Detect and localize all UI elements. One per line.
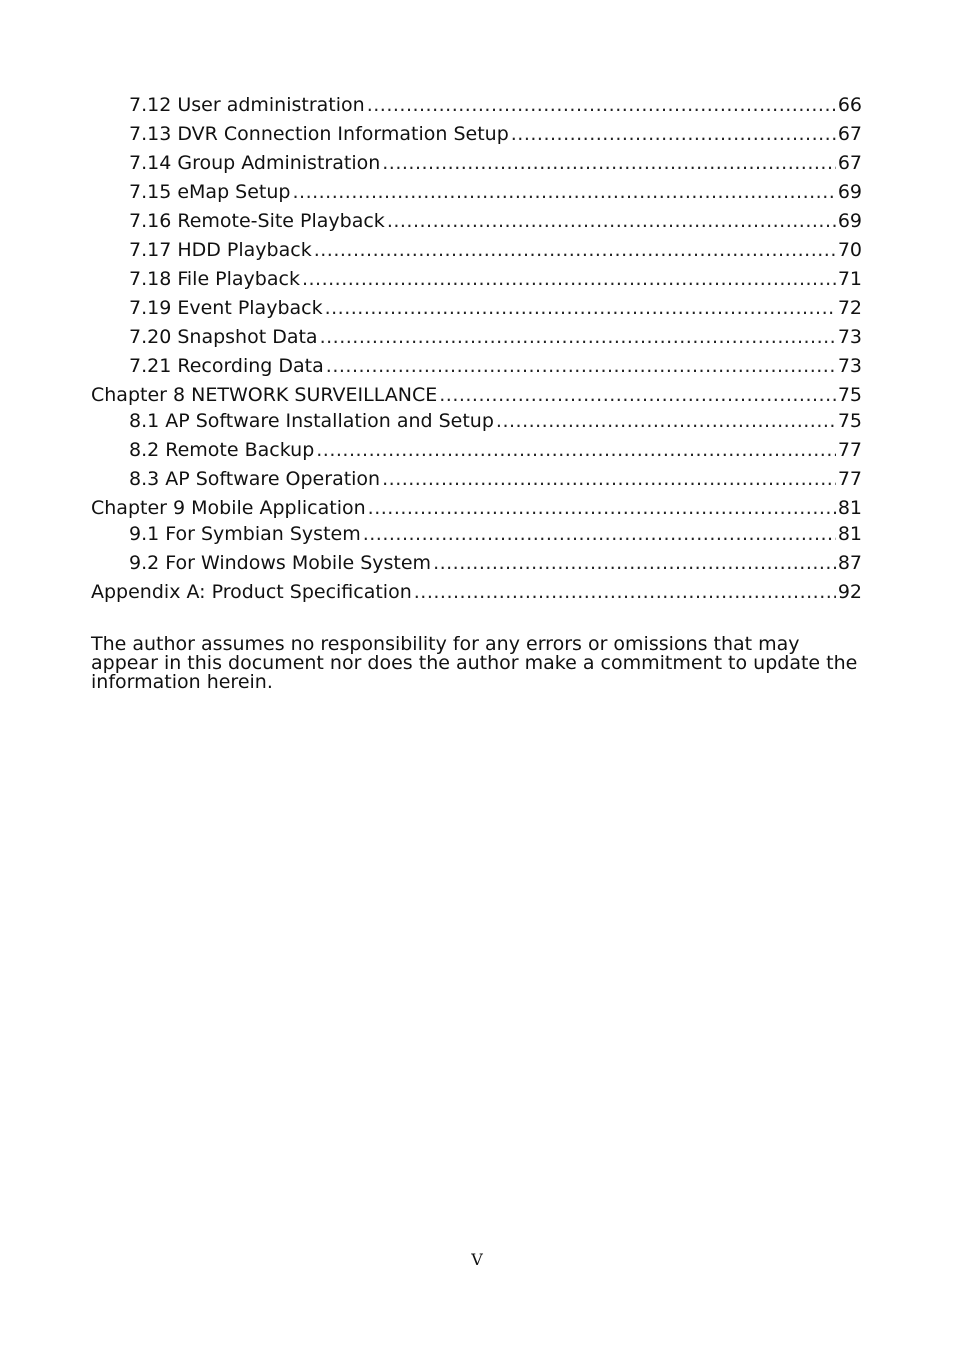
toc-entry-8-2[interactable] — [91, 437, 862, 466]
toc-dot-leader — [368, 495, 836, 521]
toc-entry-title: 7.21 Recording Data — [129, 355, 324, 377]
toc-entry-title: 7.18 File Playback — [129, 268, 300, 290]
toc-entry-title: 8.2 Remote Backup — [129, 439, 315, 461]
toc-entry-7-20[interactable] — [91, 324, 862, 353]
toc-entry-page: 66 — [837, 94, 862, 116]
toc-entry-title: 7.14 Group Administration — [129, 152, 381, 174]
toc-dot-leader — [496, 408, 836, 434]
toc-entry-7-14[interactable] — [91, 150, 862, 179]
toc-entry-page: 77 — [837, 439, 862, 461]
toc-entry-title: 8.3 AP Software Operation — [129, 468, 381, 490]
toc-entry-page: 69 — [837, 210, 862, 232]
toc-entry-page: 75 — [837, 384, 862, 406]
toc-entry-title: 9.1 For Symbian System — [129, 523, 361, 545]
toc-entry-title: 7.20 Snapshot Data — [129, 326, 318, 348]
toc-dot-leader — [387, 208, 836, 234]
toc-entry-title: 7.15 eMap Setup — [129, 181, 291, 203]
toc-dot-leader — [367, 92, 836, 118]
toc-dot-leader — [316, 437, 836, 463]
toc-entry-page: 67 — [837, 123, 862, 145]
toc-entry-9-1[interactable] — [91, 521, 862, 550]
toc-entry-7-12[interactable] — [91, 92, 862, 121]
toc-entry-page: 72 — [837, 297, 862, 319]
toc-entry-page: 81 — [837, 497, 862, 519]
toc-dot-leader — [433, 550, 836, 576]
toc-entry-7-13[interactable] — [91, 121, 862, 150]
toc-dot-leader — [414, 579, 836, 605]
toc-entry-7-21[interactable] — [91, 353, 862, 382]
toc-entry-title: 7.19 Event Playback — [129, 297, 323, 319]
table-of-contents — [91, 92, 862, 605]
toc-dot-leader — [363, 521, 836, 547]
page-number: V — [471, 1250, 483, 1269]
toc-dot-leader — [382, 466, 836, 492]
toc-entry-page: 77 — [837, 468, 862, 490]
toc-entry-page: 87 — [837, 552, 862, 574]
toc-entry-page: 73 — [837, 326, 862, 348]
toc-entry-8-1[interactable] — [91, 408, 862, 437]
disclaimer-text: The author assumes no responsibility for any errors or omissions that may appear in this document nor does the author make a commitment to update the information herein. — [91, 633, 858, 693]
toc-entry-appendix-a[interactable] — [91, 579, 862, 605]
toc-dot-leader — [382, 150, 836, 176]
toc-entry-page: 70 — [837, 239, 862, 261]
toc-dot-leader — [314, 237, 836, 263]
toc-entry-9-2[interactable] — [91, 550, 862, 579]
toc-entry-title: 7.17 HDD Playback — [129, 239, 312, 261]
toc-dot-leader — [325, 295, 836, 321]
toc-entry-7-16[interactable] — [91, 208, 862, 237]
toc-entry-page: 67 — [837, 152, 862, 174]
toc-entry-title: Chapter 9 Mobile Application — [91, 497, 366, 519]
toc-dot-leader — [439, 382, 836, 408]
toc-entry-7-17[interactable] — [91, 237, 862, 266]
toc-dot-leader — [326, 353, 836, 379]
toc-entry-page: 75 — [837, 410, 862, 432]
toc-entry-chapter-8[interactable] — [91, 382, 862, 408]
toc-entry-title: 7.12 User administration — [129, 94, 365, 116]
toc-entry-8-3[interactable] — [91, 466, 862, 495]
toc-entry-7-19[interactable] — [91, 295, 862, 324]
toc-entry-title: 9.2 For Windows Mobile System — [129, 552, 432, 574]
toc-dot-leader — [302, 266, 836, 292]
toc-entry-title: Chapter 8 NETWORK SURVEILLANCE — [91, 384, 438, 406]
toc-entry-page: 69 — [837, 181, 862, 203]
toc-dot-leader — [292, 179, 835, 205]
toc-entry-7-15[interactable] — [91, 179, 862, 208]
toc-entry-7-18[interactable] — [91, 266, 862, 295]
toc-dot-leader — [320, 324, 836, 350]
toc-entry-page: 71 — [837, 268, 862, 290]
toc-entry-title: 7.13 DVR Connection Information Setup — [129, 123, 509, 145]
toc-entry-title: 8.1 AP Software Installation and Setup — [129, 410, 494, 432]
toc-entry-title: 7.16 Remote-Site Playback — [129, 210, 385, 232]
toc-dot-leader — [511, 121, 836, 147]
toc-entry-chapter-9[interactable] — [91, 495, 862, 521]
toc-entry-page: 92 — [837, 581, 862, 603]
toc-entry-page: 73 — [837, 355, 862, 377]
toc-entry-title: Appendix A: Product Specification — [91, 581, 412, 603]
toc-entry-page: 81 — [837, 523, 862, 545]
